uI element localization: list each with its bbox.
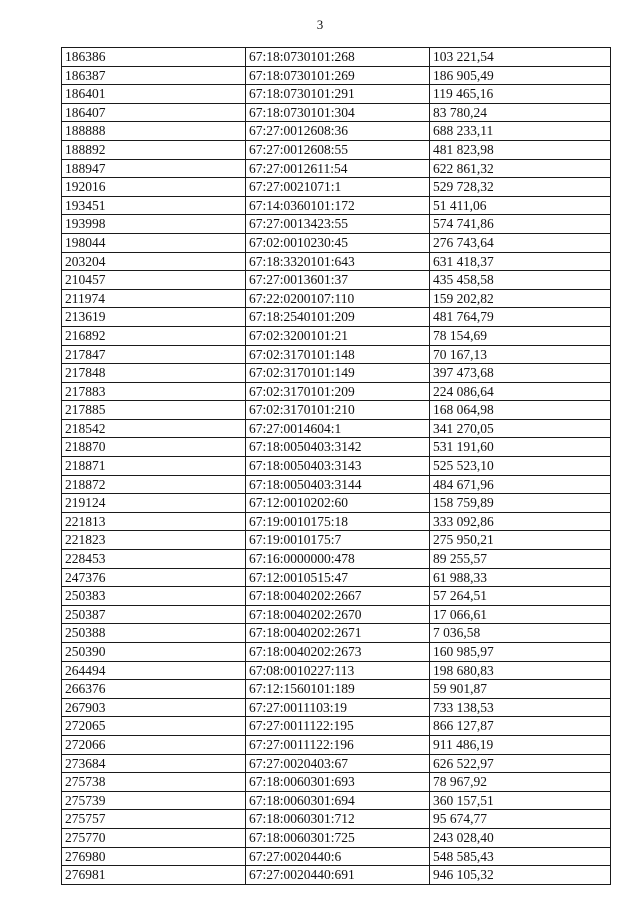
cadastral-number-cell: 67:22:0200107:110 [246, 289, 430, 308]
value-cell: 688 233,11 [430, 122, 611, 141]
value-cell: 531 191,60 [430, 438, 611, 457]
record-id-cell: 218871 [62, 457, 246, 476]
value-cell: 168 064,98 [430, 401, 611, 420]
record-id-cell: 264494 [62, 661, 246, 680]
table-row [62, 308, 611, 327]
table-row [62, 196, 611, 215]
value-cell: 61 988,33 [430, 568, 611, 587]
cadastral-number-cell: 67:02:0010230:45 [246, 233, 430, 252]
record-id-cell: 216892 [62, 326, 246, 345]
table-row [62, 568, 611, 587]
table-row [62, 550, 611, 569]
record-id-cell: 193998 [62, 215, 246, 234]
record-id-cell: 267903 [62, 698, 246, 717]
cadastral-number-cell: 67:27:0013423:55 [246, 215, 430, 234]
value-cell: 622 861,32 [430, 159, 611, 178]
record-id-cell: 217847 [62, 345, 246, 364]
table-row [62, 754, 611, 773]
cadastral-number-cell: 67:02:3200101:21 [246, 326, 430, 345]
table-row [62, 215, 611, 234]
value-cell: 866 127,87 [430, 717, 611, 736]
table-row [62, 717, 611, 736]
table-row [62, 326, 611, 345]
cadastral-number-cell: 67:18:0040202:2667 [246, 587, 430, 606]
table-row [62, 48, 611, 67]
table-row [62, 531, 611, 550]
value-cell: 70 167,13 [430, 345, 611, 364]
cadastral-number-cell: 67:18:0050403:3144 [246, 475, 430, 494]
value-cell: 7 036,58 [430, 624, 611, 643]
value-cell: 548 585,43 [430, 847, 611, 866]
cadastral-number-cell: 67:18:0060301:712 [246, 810, 430, 829]
cadastral-number-cell: 67:16:0000000:478 [246, 550, 430, 569]
record-id-cell: 186386 [62, 48, 246, 67]
record-id-cell: 217883 [62, 382, 246, 401]
record-id-cell: 250390 [62, 643, 246, 662]
value-cell: 103 221,54 [430, 48, 611, 67]
value-cell: 78 967,92 [430, 773, 611, 792]
value-cell: 89 255,57 [430, 550, 611, 569]
value-cell: 198 680,83 [430, 661, 611, 680]
record-id-cell: 275770 [62, 828, 246, 847]
value-cell: 57 264,51 [430, 587, 611, 606]
value-cell: 631 418,37 [430, 252, 611, 271]
table-row [62, 810, 611, 829]
record-id-cell: 186407 [62, 103, 246, 122]
record-id-cell: 218542 [62, 419, 246, 438]
cadastral-number-cell: 67:18:0730101:269 [246, 66, 430, 85]
value-cell: 158 759,89 [430, 494, 611, 513]
table-row [62, 85, 611, 104]
value-cell: 83 780,24 [430, 103, 611, 122]
cadastral-number-cell: 67:27:0011103:19 [246, 698, 430, 717]
table-row [62, 438, 611, 457]
record-id-cell: 247376 [62, 568, 246, 587]
table-row [62, 252, 611, 271]
cadastral-number-cell: 67:18:0040202:2670 [246, 605, 430, 624]
table-row [62, 122, 611, 141]
value-cell: 276 743,64 [430, 233, 611, 252]
record-id-cell: 203204 [62, 252, 246, 271]
table-body [62, 48, 611, 885]
cadastral-number-cell: 67:27:0014604:1 [246, 419, 430, 438]
record-id-cell: 188947 [62, 159, 246, 178]
value-cell: 275 950,21 [430, 531, 611, 550]
value-cell: 525 523,10 [430, 457, 611, 476]
table-row [62, 103, 611, 122]
record-id-cell: 217885 [62, 401, 246, 420]
table-row [62, 159, 611, 178]
record-id-cell: 198044 [62, 233, 246, 252]
value-cell: 17 066,61 [430, 605, 611, 624]
record-id-cell: 228453 [62, 550, 246, 569]
cadastral-number-cell: 67:02:3170101:210 [246, 401, 430, 420]
table-row [62, 605, 611, 624]
table-row [62, 419, 611, 438]
cadastral-number-cell: 67:02:3170101:148 [246, 345, 430, 364]
record-id-cell: 275757 [62, 810, 246, 829]
record-id-cell: 250387 [62, 605, 246, 624]
value-cell: 574 741,86 [430, 215, 611, 234]
value-cell: 341 270,05 [430, 419, 611, 438]
value-cell: 51 411,06 [430, 196, 611, 215]
table-row [62, 401, 611, 420]
table-row [62, 382, 611, 401]
table-row [62, 847, 611, 866]
cadastral-number-cell: 67:27:0020440:691 [246, 866, 430, 885]
cadastral-number-cell: 67:02:3170101:209 [246, 382, 430, 401]
table-row [62, 345, 611, 364]
cadastral-number-cell: 67:02:3170101:149 [246, 364, 430, 383]
record-id-cell: 275738 [62, 773, 246, 792]
value-cell: 946 105,32 [430, 866, 611, 885]
cadastral-number-cell: 67:18:0730101:304 [246, 103, 430, 122]
table-row [62, 735, 611, 754]
value-cell: 186 905,49 [430, 66, 611, 85]
table-row [62, 178, 611, 197]
cadastral-number-cell: 67:27:0012608:55 [246, 140, 430, 159]
cadastral-number-cell: 67:12:0010515:47 [246, 568, 430, 587]
table-row [62, 364, 611, 383]
record-id-cell: 193451 [62, 196, 246, 215]
table-row [62, 791, 611, 810]
value-cell: 224 086,64 [430, 382, 611, 401]
value-cell: 481 823,98 [430, 140, 611, 159]
cadastral-number-cell: 67:27:0012608:36 [246, 122, 430, 141]
value-cell: 78 154,69 [430, 326, 611, 345]
cadastral-number-cell: 67:27:0013601:37 [246, 271, 430, 290]
cadastral-number-cell: 67:18:0060301:693 [246, 773, 430, 792]
value-cell: 119 465,16 [430, 85, 611, 104]
value-cell: 333 092,86 [430, 512, 611, 531]
cadastral-number-cell: 67:18:0040202:2673 [246, 643, 430, 662]
cadastral-number-cell: 67:19:0010175:7 [246, 531, 430, 550]
cadastral-number-cell: 67:18:0730101:291 [246, 85, 430, 104]
record-id-cell: 250388 [62, 624, 246, 643]
record-id-cell: 192016 [62, 178, 246, 197]
record-id-cell: 210457 [62, 271, 246, 290]
value-cell: 733 138,53 [430, 698, 611, 717]
record-id-cell: 211974 [62, 289, 246, 308]
table-row [62, 828, 611, 847]
cadastral-number-cell: 67:12:1560101:189 [246, 680, 430, 699]
record-id-cell: 217848 [62, 364, 246, 383]
value-cell: 911 486,19 [430, 735, 611, 754]
value-cell: 481 764,79 [430, 308, 611, 327]
cadastral-number-cell: 67:27:0012611:54 [246, 159, 430, 178]
cadastral-number-cell: 67:18:0060301:725 [246, 828, 430, 847]
table-row [62, 587, 611, 606]
record-id-cell: 266376 [62, 680, 246, 699]
cadastral-number-cell: 67:18:3320101:643 [246, 252, 430, 271]
cadastral-number-cell: 67:12:0010202:60 [246, 494, 430, 513]
record-id-cell: 188892 [62, 140, 246, 159]
page-number: 3 [316, 17, 324, 32]
cadastral-number-cell: 67:18:0040202:2671 [246, 624, 430, 643]
cadastral-number-cell: 67:18:0060301:694 [246, 791, 430, 810]
value-cell: 360 157,51 [430, 791, 611, 810]
cadastral-number-cell: 67:27:0011122:196 [246, 735, 430, 754]
cadastral-number-cell: 67:27:0021071:1 [246, 178, 430, 197]
record-id-cell: 273684 [62, 754, 246, 773]
record-id-cell: 218870 [62, 438, 246, 457]
cadastral-number-cell: 67:19:0010175:18 [246, 512, 430, 531]
cadastral-number-cell: 67:18:0050403:3142 [246, 438, 430, 457]
value-cell: 397 473,68 [430, 364, 611, 383]
record-id-cell: 250383 [62, 587, 246, 606]
value-cell: 160 985,97 [430, 643, 611, 662]
table-row [62, 661, 611, 680]
record-id-cell: 218872 [62, 475, 246, 494]
value-cell: 159 202,82 [430, 289, 611, 308]
record-id-cell: 272066 [62, 735, 246, 754]
table-row [62, 457, 611, 476]
record-id-cell: 275739 [62, 791, 246, 810]
cadastral-number-cell: 67:18:0050403:3143 [246, 457, 430, 476]
table-row [62, 512, 611, 531]
record-id-cell: 188888 [62, 122, 246, 141]
cadastral-number-cell: 67:27:0020440:6 [246, 847, 430, 866]
table-row [62, 66, 611, 85]
table-row [62, 866, 611, 885]
table-row [62, 475, 611, 494]
value-cell: 435 458,58 [430, 271, 611, 290]
value-cell: 484 671,96 [430, 475, 611, 494]
value-cell: 95 674,77 [430, 810, 611, 829]
value-cell: 243 028,40 [430, 828, 611, 847]
record-id-cell: 272065 [62, 717, 246, 736]
value-cell: 59 901,87 [430, 680, 611, 699]
value-cell: 626 522,97 [430, 754, 611, 773]
table-row [62, 643, 611, 662]
table-row [62, 289, 611, 308]
cadastral-number-cell: 67:08:0010227:113 [246, 661, 430, 680]
cadastral-value-table [61, 47, 611, 885]
table-row [62, 624, 611, 643]
table-row [62, 140, 611, 159]
record-id-cell: 221823 [62, 531, 246, 550]
table-row [62, 773, 611, 792]
record-id-cell: 276980 [62, 847, 246, 866]
table-row [62, 698, 611, 717]
cadastral-number-cell: 67:27:0011122:195 [246, 717, 430, 736]
record-id-cell: 186387 [62, 66, 246, 85]
cadastral-number-cell: 67:18:2540101:209 [246, 308, 430, 327]
table-row [62, 271, 611, 290]
record-id-cell: 219124 [62, 494, 246, 513]
table-row [62, 233, 611, 252]
cadastral-number-cell: 67:27:0020403:67 [246, 754, 430, 773]
record-id-cell: 213619 [62, 308, 246, 327]
cadastral-number-cell: 67:18:0730101:268 [246, 48, 430, 67]
record-id-cell: 276981 [62, 866, 246, 885]
cadastral-number-cell: 67:14:0360101:172 [246, 196, 430, 215]
value-cell: 529 728,32 [430, 178, 611, 197]
record-id-cell: 186401 [62, 85, 246, 104]
table-row [62, 494, 611, 513]
record-id-cell: 221813 [62, 512, 246, 531]
table-row [62, 680, 611, 699]
